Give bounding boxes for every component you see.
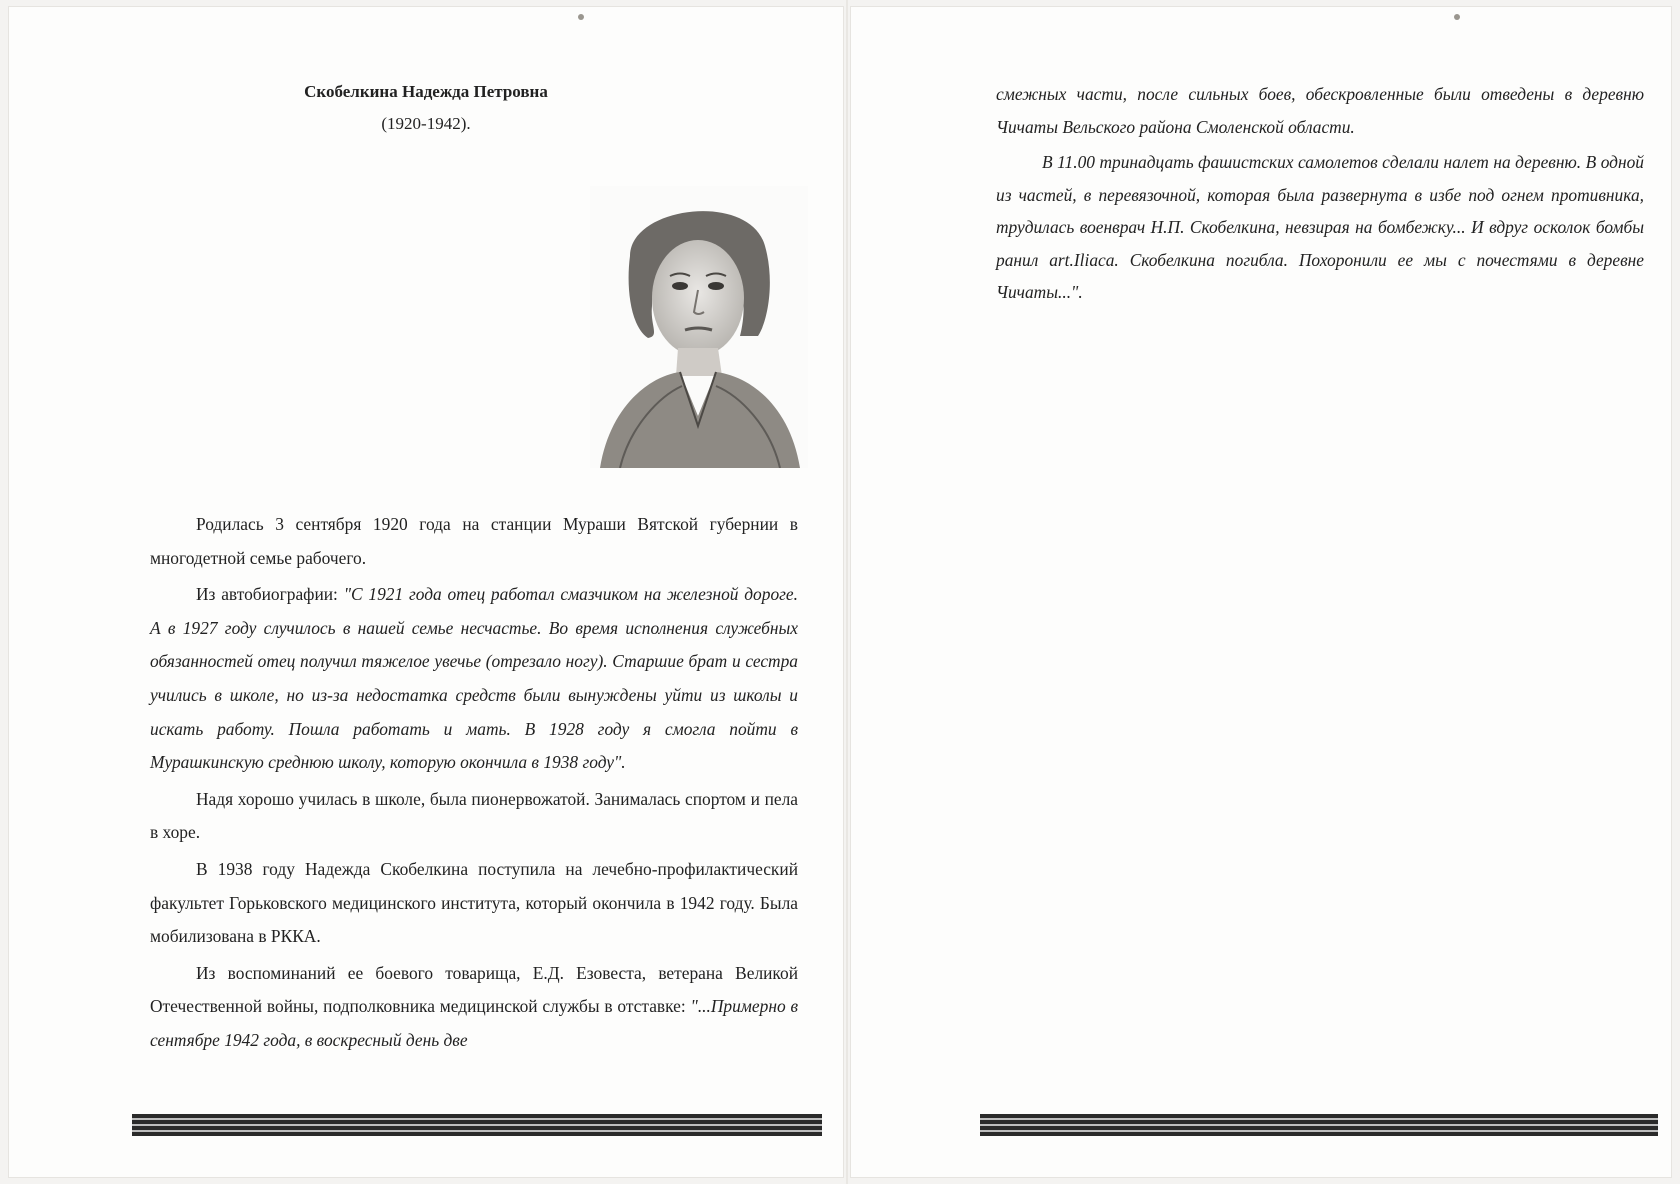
right-page bbox=[850, 6, 1672, 1178]
staple-mark bbox=[578, 14, 584, 20]
memoir-continuation-paragraph-2: В 11.00 тринадцать фашистских самолетов сделали налет на деревню. В одной из частей, в перевязочной, которая была развернута в избе под огнем противника, трудилась военврач Н.П. Скобелкина, невзирая на бомбежку... И вдруг осколок бомбы ранил art.Iliaca. Скобелкина погибла. Похоронили ее мы с почестями в деревне Чичаты...". bbox=[996, 152, 1644, 302]
school-paragraph: Надя хорошо училась в школе, была пионервожатой. Занималась спортом и пела в хоре. bbox=[150, 788, 798, 843]
page-title: Скобелкина Надежда Петровна bbox=[304, 82, 548, 101]
institute-paragraph: В 1938 году Надежда Скобелкина поступила на лечебно-профилактический факультет Горьковского медицинского института, который окончила в 1942 году. Была мобилизована в РККА. bbox=[150, 858, 798, 947]
memoir-lead: Из воспоминаний ее боевого товарища, Е.Д. Езовеста, ветерана Великой Отечественной войны, подполковника медицинской службы в отставке: bbox=[150, 962, 798, 1017]
autobiography-lead: Из автобиографии: bbox=[196, 584, 344, 605]
ribbon-stripe-left bbox=[132, 1114, 822, 1136]
memoir-continuation bbox=[996, 78, 1644, 312]
left-page bbox=[8, 6, 844, 1178]
birth-paragraph: Родилась 3 сентября 1920 года на станции Мураши Вятской губернии в многодетной семье рабочего. bbox=[150, 514, 798, 568]
autobiography-quote: "С 1921 года отец работал смазчиком на железной дороге. А в 1927 году случилось в нашей семье несчастье. Во время исполнения служебных обязанностей отец получил тяжелое увечье (отрезало ногу). Старшие брат и сестра учились в школе, но из-за недостатка средств были вынуждены уйти из школы и искать работу. Пошла работать и мать. В 1928 году я смогла пойти в Мурашкинскую среднюю школу, которую окончила в 1938 году". bbox=[150, 584, 798, 773]
portrait-drawing-icon bbox=[590, 186, 808, 468]
memoir-quote: "...Примерно в сентябре 1942 года, в воскресный день две bbox=[150, 996, 798, 1050]
memoir-paragraph bbox=[150, 957, 798, 1058]
staple-mark bbox=[1454, 14, 1460, 20]
autobiography-paragraph bbox=[150, 578, 798, 780]
page-fold bbox=[846, 0, 848, 1184]
biography-text bbox=[150, 508, 798, 1061]
portrait-image bbox=[590, 186, 808, 468]
life-years: (1920-1942). bbox=[381, 114, 471, 133]
ribbon-stripe-right bbox=[980, 1114, 1658, 1136]
memoir-continuation-paragraph-1: смежных части, после сильных боев, обескровленные были отведены в деревню Чичаты Вельского района Смоленской области. bbox=[996, 84, 1644, 137]
